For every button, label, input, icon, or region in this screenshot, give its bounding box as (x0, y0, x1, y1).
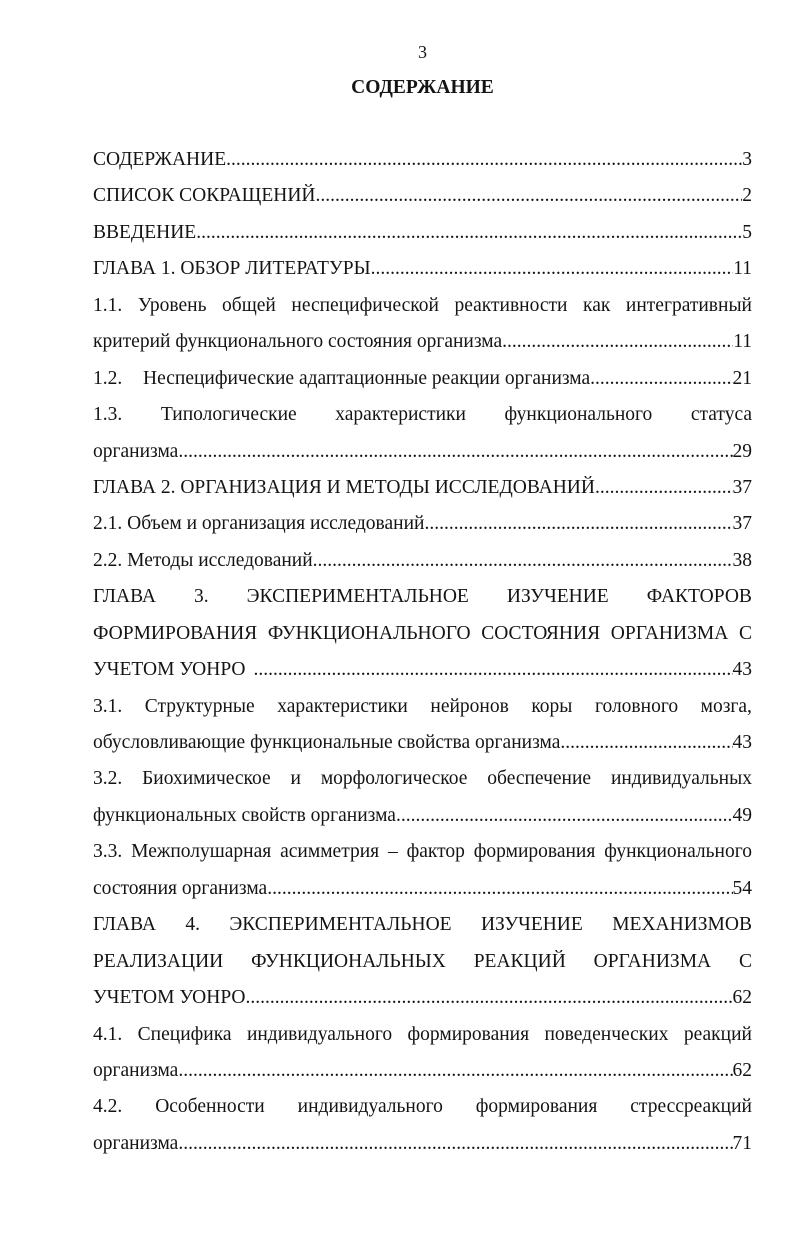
toc-line (93, 178, 752, 214)
toc-word: мозга, (700, 695, 752, 717)
toc-word: морфологическое (320, 768, 468, 790)
toc-word: неспецифической (291, 294, 439, 316)
toc-entry-title: организма (93, 1132, 179, 1154)
toc-word: как (583, 294, 611, 316)
toc-entry-title: Неспецифические адаптационные реакции организма (143, 367, 591, 389)
toc-entry (93, 215, 752, 251)
toc-line (93, 543, 752, 579)
dot-leader (226, 142, 742, 178)
toc-entry-section (93, 689, 752, 762)
toc-entry-title: организма (93, 1059, 179, 1081)
toc-entry-section (93, 506, 752, 542)
toc-page-number: 5 (742, 221, 752, 243)
dot-leader (560, 725, 732, 761)
toc-page-number: 37 (732, 476, 752, 498)
toc-section-number: 1.2. (93, 367, 123, 389)
page-number: 3 (418, 42, 427, 62)
toc-line (93, 470, 752, 506)
toc-word: характеристики (335, 404, 466, 426)
toc-word: нейронов (430, 695, 509, 717)
toc-line (93, 215, 752, 251)
toc-word: функционального (604, 841, 752, 863)
toc-page-number: 21 (732, 367, 752, 389)
toc-word: поведенческих (544, 1023, 669, 1045)
toc-word: ГЛАВА (93, 914, 156, 936)
toc-line-justified (93, 761, 752, 797)
dot-leader (196, 215, 742, 251)
toc-word: СОСТОЯНИЯ (481, 622, 601, 644)
toc-word: ОРГАНИЗМА (610, 622, 729, 644)
toc-line-justified (93, 944, 752, 980)
toc-entry-title: УЧЕТОМ УОНРО (93, 659, 246, 681)
toc-word: ЭКСПЕРИМЕНТАЛЬНОЕ (246, 586, 469, 608)
toc-entry (93, 178, 752, 214)
toc-word: интегративный (625, 294, 752, 316)
toc-word: реактивности (454, 294, 568, 316)
toc-line-justified (93, 1089, 752, 1125)
toc-entry-title: СПИСОК СОКРАЩЕНИЙ (93, 185, 316, 207)
dot-leader (316, 178, 743, 214)
toc-word: 3.2. (93, 768, 123, 790)
toc-entry-title: критерий функционального состояния организма (93, 331, 503, 353)
toc-line (93, 506, 752, 542)
toc-line (93, 324, 752, 360)
toc-entry-title: функциональных свойств организма (93, 804, 396, 826)
toc-word: головного (594, 695, 679, 717)
toc-word: 4. (185, 914, 200, 936)
toc-line-justified (93, 834, 752, 870)
toc-entry-title: организма (93, 440, 179, 462)
toc-entry-chapter (93, 470, 752, 506)
toc-word: – (387, 841, 398, 863)
toc-word: функционального (504, 404, 653, 426)
toc-line (93, 142, 752, 178)
toc-entry-section (93, 397, 752, 470)
toc-entry-section (93, 361, 752, 397)
toc-page-number: 43 (732, 659, 752, 681)
toc-entry-title: 2.2. Методы исследований (93, 549, 313, 571)
toc-word: реакций (683, 1023, 752, 1045)
toc-entry-section (93, 543, 752, 579)
toc-word: Типологические (160, 404, 297, 426)
dot-leader (178, 1053, 732, 1089)
toc-entry-title: ГЛАВА 2. ОРГАНИЗАЦИЯ И МЕТОДЫ ИССЛЕДОВАНИЙ (93, 476, 595, 498)
toc-entry-title: СОДЕРЖАНИЕ (93, 149, 227, 170)
dot-leader (267, 871, 732, 907)
dot-leader (502, 324, 733, 360)
dot-leader (424, 506, 732, 542)
toc-line-justified (93, 1017, 752, 1053)
toc-word: и (290, 768, 301, 790)
toc-word: характеристики (277, 695, 408, 717)
toc-word: ФУНКЦИОНАЛЬНОГО (267, 622, 471, 644)
dot-leader (590, 361, 732, 397)
toc-page-number: 11 (733, 331, 752, 353)
toc-page-number: 62 (732, 987, 752, 1009)
toc-word: ОРГАНИЗМА (593, 950, 712, 972)
toc-word: РЕАКЦИЙ (473, 950, 566, 972)
toc-word: 3.1. (93, 695, 123, 717)
toc-line (93, 434, 752, 470)
dot-leader (371, 251, 734, 287)
toc-word: Особенности (155, 1096, 265, 1118)
toc-word: С (738, 622, 752, 644)
toc-entry (93, 142, 752, 178)
toc-page-number: 3 (742, 149, 752, 170)
toc-entry-section (93, 288, 752, 361)
toc-word: РЕАЛИЗАЦИИ (93, 950, 224, 972)
toc-word: МЕХАНИЗМОВ (612, 914, 752, 936)
toc-page-number: 38 (732, 549, 752, 571)
toc-word: ИЗУЧЕНИЕ (506, 586, 609, 608)
dot-leader (178, 434, 732, 470)
toc-word: 3.3. (93, 841, 123, 863)
toc-entry-chapter (93, 907, 752, 1016)
toc-page-number: 2 (742, 185, 752, 207)
toc-line (93, 1126, 752, 1162)
toc-page-number: 37 (732, 513, 752, 535)
toc-word: общей (222, 294, 276, 316)
toc-entry-title: обусловливающие функциональные свойства организма (93, 732, 561, 753)
dot-leader (595, 470, 733, 506)
toc-word: индивидуального (297, 1096, 443, 1118)
toc-entry-section (93, 1017, 752, 1090)
toc-word: асимметрия (280, 841, 380, 863)
toc-word: обеспечение (487, 768, 592, 790)
toc-line-justified (93, 907, 752, 943)
dot-leader (254, 652, 733, 688)
toc-line-justified (93, 397, 752, 433)
dot-leader (313, 543, 733, 579)
toc-word: ГЛАВА (93, 586, 156, 608)
toc-word: 1.3. (93, 404, 123, 426)
toc-word: формирования (407, 1023, 530, 1045)
toc-word: Уровень (137, 294, 207, 316)
toc-word: стрессреакций (630, 1096, 752, 1118)
toc-word: ЭКСПЕРИМЕНТАЛЬНОЕ (229, 914, 452, 936)
toc-entry-chapter (93, 251, 752, 287)
toc-line (93, 251, 752, 287)
toc-entry-title: ВВЕДЕНИЕ (93, 221, 197, 243)
toc-line-justified (93, 616, 752, 652)
toc-word: Биохимическое (142, 768, 271, 790)
toc-line (93, 798, 752, 834)
toc-word: Структурные (144, 695, 255, 717)
toc-word: индивидуального (246, 1023, 393, 1045)
toc-page-number: 49 (732, 804, 752, 826)
toc-line (93, 725, 752, 761)
table-of-contents (93, 142, 752, 1162)
toc-line (93, 871, 752, 907)
toc-entry-title: ГЛАВА 1. ОБЗОР ЛИТЕРАТУРЫ (93, 258, 371, 280)
dot-leader (396, 798, 733, 834)
toc-word: формирования (473, 841, 596, 863)
toc-word: ИЗУЧЕНИЕ (480, 914, 583, 936)
toc-word: фактор (406, 841, 465, 863)
toc-word: статуса (690, 404, 752, 426)
toc-line (93, 1053, 752, 1089)
toc-line (93, 980, 752, 1016)
toc-word: 3. (194, 586, 209, 608)
toc-entry-title: УЧЕТОМ УОНРО (93, 987, 246, 1009)
toc-line (93, 361, 752, 397)
toc-word: С (738, 950, 752, 972)
toc-word: 4.1. (93, 1023, 123, 1045)
toc-page-number: 43 (732, 732, 752, 753)
toc-line-justified (93, 689, 752, 725)
toc-word: ФУНКЦИОНАЛЬНЫХ (251, 950, 446, 972)
toc-word: ФАКТОРОВ (646, 586, 752, 608)
toc-entry-title: состояния организма (93, 877, 268, 899)
toc-page-number: 71 (732, 1132, 752, 1154)
toc-word: Межполушарная (131, 841, 272, 863)
toc-line-justified (93, 579, 752, 615)
toc-entry-section (93, 761, 752, 834)
dot-leader (246, 980, 733, 1016)
toc-line (93, 652, 752, 688)
toc-page-number: 29 (732, 440, 752, 462)
toc-page-number: 54 (732, 877, 752, 899)
toc-entry-title: 2.1. Объем и организация исследований (93, 513, 425, 535)
toc-word: ФОРМИРОВАНИЯ (93, 622, 258, 644)
toc-word: Специфика (137, 1023, 232, 1045)
toc-page-number: 62 (732, 1059, 752, 1081)
toc-word: индивидуальных (610, 768, 752, 790)
toc-word: формирования (475, 1096, 598, 1118)
toc-line-justified (93, 288, 752, 324)
dot-leader (178, 1126, 732, 1162)
toc-entry-chapter (93, 579, 752, 688)
toc-entry-section (93, 1089, 752, 1162)
toc-page-number: 11 (733, 258, 752, 280)
toc-word: 1.1. (93, 294, 123, 316)
page-title: СОДЕРЖАНИЕ (351, 77, 494, 98)
toc-word: 4.2. (93, 1096, 123, 1118)
toc-word: коры (531, 695, 573, 717)
toc-entry-section (93, 834, 752, 907)
